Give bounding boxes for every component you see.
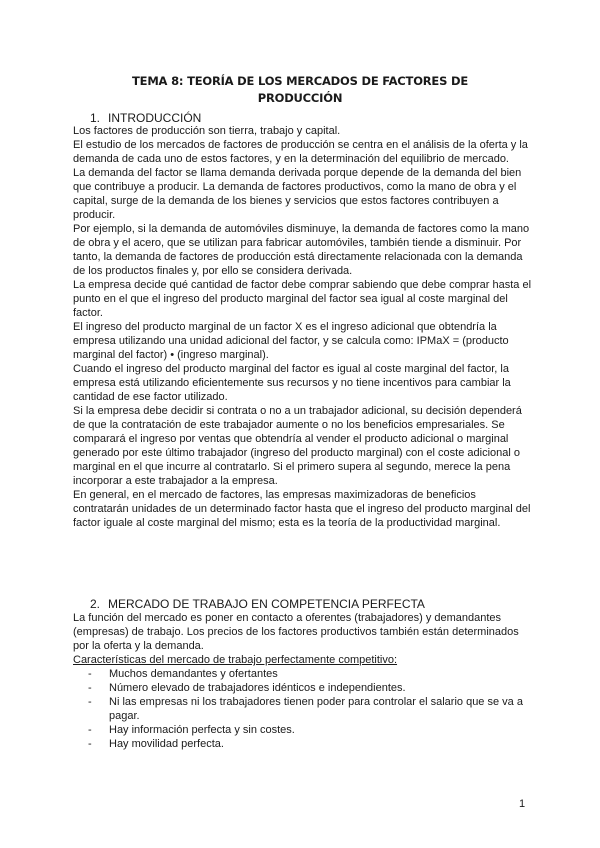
paragraph: El ingreso del producto marginal de un factor X es el ingreso adicional que obtendría la empresa utilizando una unidad adicional del factor, y se calcula como: IPMaX = (producto marginal del factor) • (ingreso marginal).: [73, 321, 509, 361]
section-1-body: [73, 124, 533, 530]
bullet-dash: -: [88, 696, 92, 708]
document-title: TEMA 8: TEORÍA DE LOS MERCADOS DE FACTORES DE PRODUCCIÓN: [132, 74, 468, 105]
list-item-text: Hay información perfecta y sin costes.: [109, 724, 295, 736]
section-2-heading: [90, 597, 425, 611]
list-item: [73, 737, 533, 751]
paragraph: La demanda del factor se llama demanda derivada porque depende de la demanda del bien que contribuye a producir. La demanda de factores productivos, como la mano de obra y el capital, surge de la demanda de los bienes y servicios que estos factores contribuyen a producir.: [73, 167, 522, 221]
paragraph: La empresa decide qué cantidad de factor debe comprar sabiendo que debe comprar hasta el punto en el que el ingreso del producto marginal del factor sea igual al coste marginal del factor.: [73, 279, 532, 319]
list-item-text: Muchos demandantes y ofertantes: [109, 668, 278, 680]
characteristics-subheading: Características del mercado de trabajo perfectamente competitivo:: [73, 654, 398, 666]
paragraph: El estudio de los mercados de factores de producción se centra en el análisis de la oferta y la demanda de cada uno de estos factores, y en la determinación del equilibrio de mercado.: [73, 139, 528, 165]
section-1-number: 1.: [90, 111, 101, 125]
list-item-text: Número elevado de trabajadores idénticos e independientes.: [109, 682, 406, 694]
bullet-dash: -: [88, 682, 92, 694]
list-item: [73, 695, 533, 723]
section-1-title: INTRODUCCIÓN: [108, 111, 202, 125]
page-number: 1: [519, 798, 526, 810]
paragraph: Los factores de producción son tierra, trabajo y capital.: [73, 125, 341, 137]
list-item: [73, 667, 533, 681]
list-item-text: Hay movilidad perfecta.: [109, 738, 224, 750]
section-2-number: 2.: [90, 597, 101, 611]
paragraph: Cuando el ingreso del producto marginal del factor es igual al coste marginal del factor, la empresa está utilizando eficientemente sus recursos y no tiene incentivos para cambiar la cantidad de ese factor utilizado.: [73, 363, 511, 403]
bullet-dash: -: [88, 738, 92, 750]
paragraph: En general, en el mercado de factores, las empresas maximizadoras de beneficios contratarán unidades de un determinado factor hasta que el ingreso del producto marginal del factor iguale al coste marginal del mismo; esta es la teoría de la productividad marginal.: [73, 489, 531, 529]
list-item-text: Ni las empresas ni los trabajadores tienen poder para controlar el salario que se va a pagar.: [109, 696, 523, 722]
paragraph: La función del mercado es poner en contacto a oferentes (trabajadores) y demandantes (empresas) de trabajo. Los precios de los factores productivos también están determinados por la oferta y la demanda.: [73, 612, 519, 652]
bullet-dash: -: [88, 724, 92, 736]
paragraph: Por ejemplo, si la demanda de automóviles disminuye, la demanda de factores como la mano de obra y el acero, que se utilizan para fabricar automóviles, también tiende a disminuir. Por tanto, la demanda de factores de producción está directamente relacionada con la demanda de los productos finales y, por ello se considera derivada.: [73, 223, 530, 277]
list-item: [73, 723, 533, 737]
characteristics-list: [73, 667, 533, 751]
bullet-dash: -: [88, 668, 92, 680]
section-2-title: MERCADO DE TRABAJO EN COMPETENCIA PERFECTA: [108, 597, 425, 611]
section-2-body: [73, 611, 533, 667]
list-item: [73, 681, 533, 695]
paragraph: Si la empresa debe decidir si contrata o no a un trabajador adicional, su decisión dependerá de que la contratación de este trabajador aumente o no los beneficios empresariales. Se comparará el ingreso por ventas que obtendría al vender el producto adicional o marginal generado por este último trabajador (ingreso del producto marginal) con el coste adicional o marginal en el que incurre al contratarlo. Si el primero supera al segundo, merece la pena incorporar a este trabajador a la empresa.: [73, 405, 522, 487]
section-1-heading: [90, 111, 201, 125]
